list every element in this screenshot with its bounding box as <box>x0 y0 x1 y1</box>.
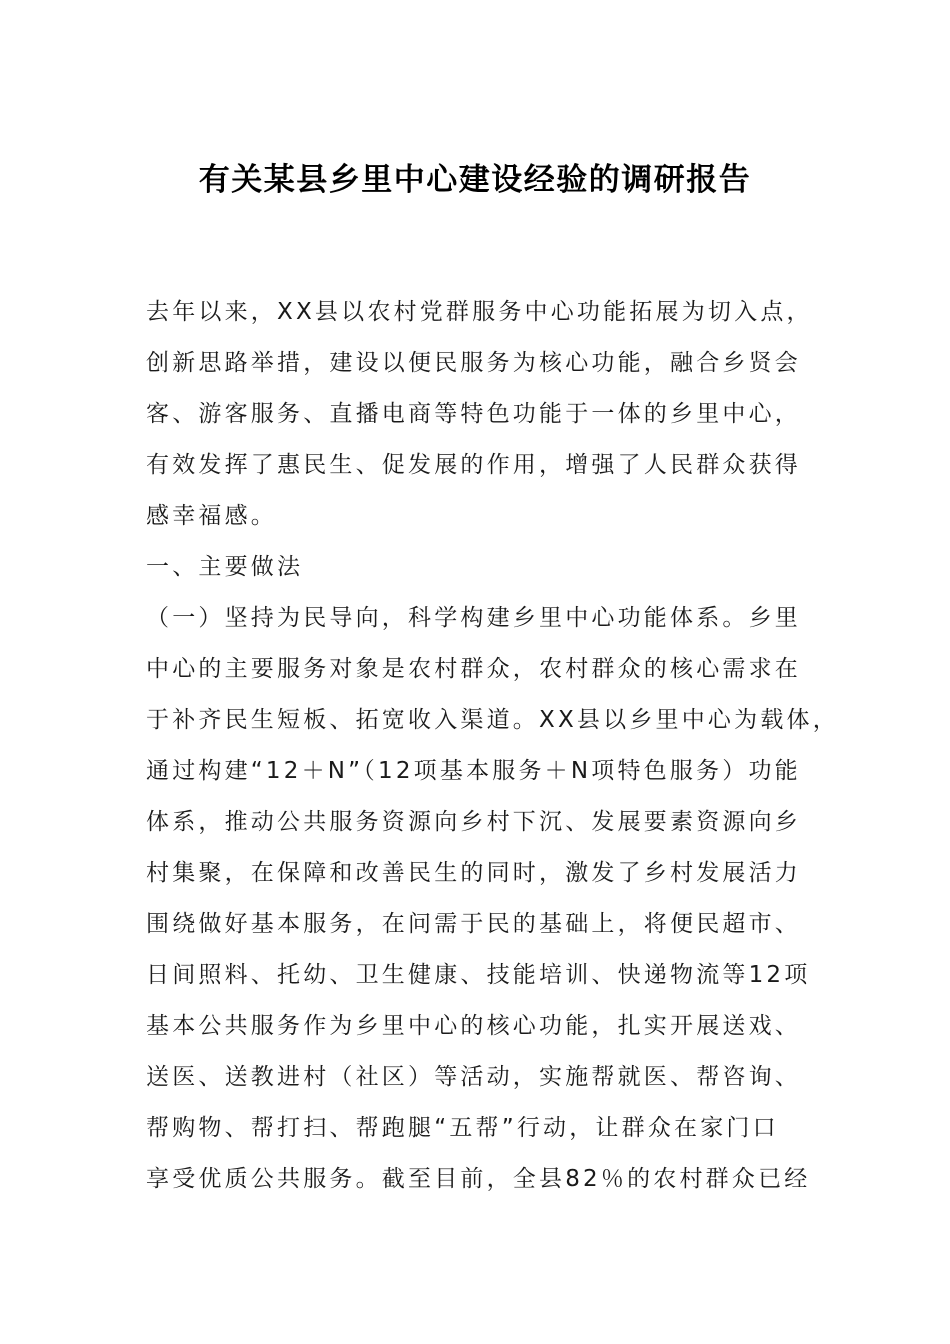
body-line: 有效发挥了惠民生、促发展的作用，增强了人民群众获得 <box>146 452 801 478</box>
body-line: 享受优质公共服务。截至目前，全县82％的农村群众已经 <box>146 1166 811 1192</box>
body-line: 于补齐民生短板、拓宽收入渠道。XX县以乡里中心为载体， <box>146 707 839 733</box>
section-heading: 一、主要做法 <box>146 554 304 580</box>
body-line: 帮购物、帮打扫、帮跑腿“五帮”行动，让群众在家门口 <box>146 1115 779 1141</box>
document-body <box>146 287 839 1205</box>
body-line: 基本公共服务作为乡里中心的核心功能，扎实开展送戏、 <box>146 1013 801 1039</box>
body-line: （一）坚持为民导向，科学构建乡里中心功能体系。乡里 <box>146 605 801 631</box>
body-line: 感幸福感。 <box>146 503 277 529</box>
body-line: 客、游客服务、直播电商等特色功能于一体的乡里中心， <box>146 401 801 427</box>
body-line: 创新思路举措，建设以便民服务为核心功能，融合乡贤会 <box>146 350 801 376</box>
body-line: 送医、送教进村（社区）等活动，实施帮就医、帮咨询、 <box>146 1064 801 1090</box>
body-line: 日间照料、托幼、卫生健康、技能培训、快递物流等12项 <box>146 962 811 988</box>
body-line: 体系，推动公共服务资源向乡村下沉、发展要素资源向乡 <box>146 809 801 835</box>
body-line: 通过构建“12＋N”（12项基本服务＋N项特色服务）功能 <box>146 758 801 784</box>
document-title: 有关某县乡里中心建设经验的调研报告 <box>198 162 752 198</box>
body-line: 围绕做好基本服务，在问需于民的基础上，将便民超市、 <box>146 911 801 937</box>
body-line: 去年以来，XX县以农村党群服务中心功能拓展为切入点， <box>146 299 813 325</box>
body-line: 中心的主要服务对象是农村群众，农村群众的核心需求在 <box>146 656 801 682</box>
body-line: 村集聚，在保障和改善民生的同时，激发了乡村发展活力 <box>146 860 801 886</box>
